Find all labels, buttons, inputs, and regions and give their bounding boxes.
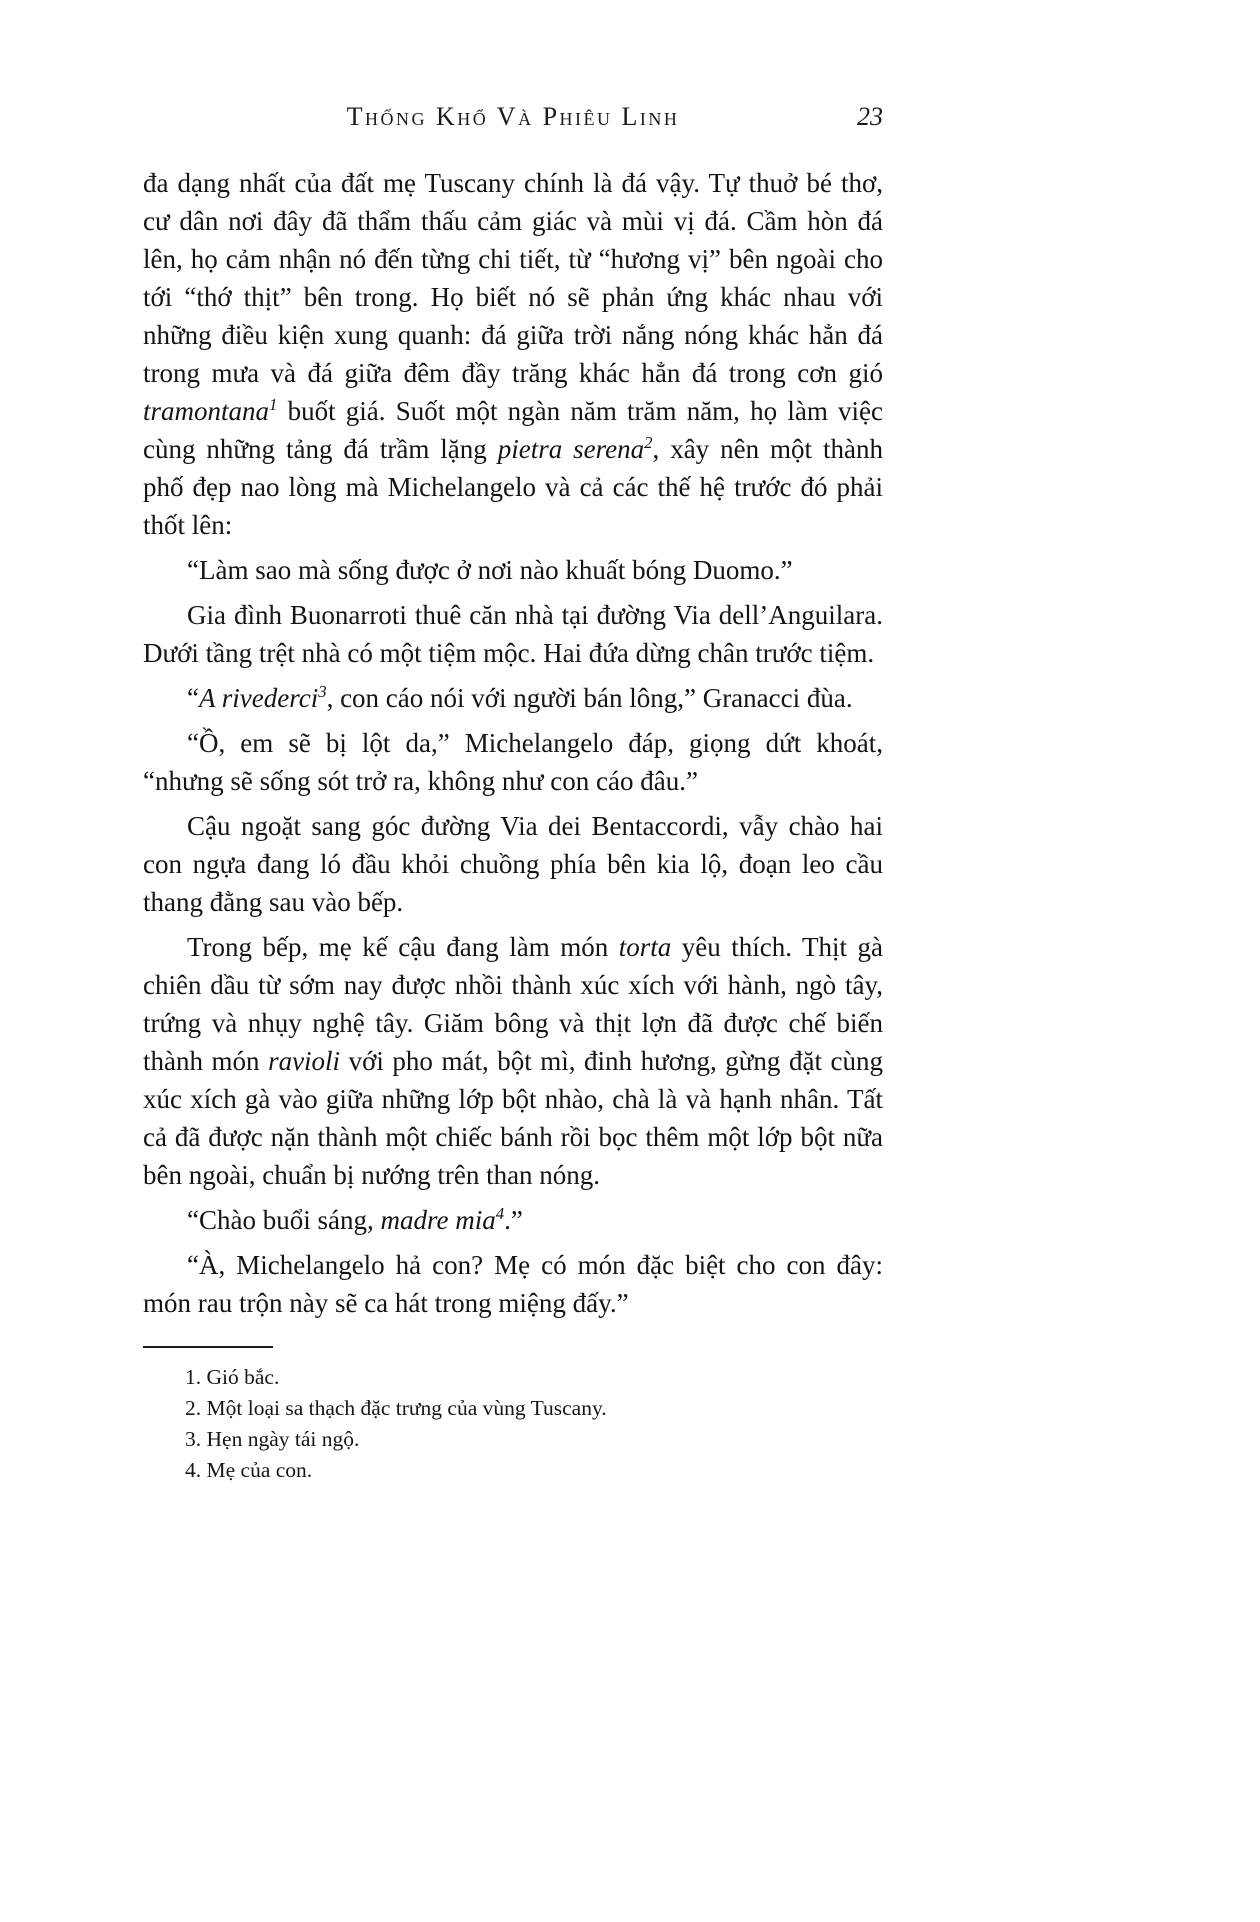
footnote-ref: 2	[644, 433, 653, 452]
footnotes-section	[143, 1346, 883, 1486]
text-run: “	[187, 683, 199, 713]
italic-text: madre mia	[380, 1205, 496, 1235]
running-head	[143, 102, 883, 136]
paragraph	[143, 1201, 883, 1239]
text-run: .”	[504, 1205, 523, 1235]
text-run: buốt giá. Suốt một ngàn năm trăm năm, họ làm việc cùng những tảng đá trầm lặng	[143, 396, 883, 464]
footnote-ref: 1	[269, 395, 278, 414]
footnote-item: 3. Hẹn ngày tái ngộ.	[185, 1427, 360, 1451]
text-run: “Chào buổi sáng,	[187, 1205, 381, 1235]
running-head-title: Thống Khổ Và Phiêu Linh	[346, 102, 680, 131]
paragraph	[143, 724, 883, 800]
paragraph	[143, 164, 883, 544]
text-run: , xây nên một thành phố đẹp nao lòng mà Michelangelo và cả các thế hệ trước đó phải thốt lên:	[143, 434, 883, 540]
footnote-rule	[143, 1346, 273, 1348]
paragraph	[143, 928, 883, 1194]
text-run: “À, Michelangelo hả con? Mẹ có món đặc biệt cho con đây: món rau trộn này sẽ ca hát trong miệng đấy.”	[143, 1250, 883, 1318]
text-run: “Làm sao mà sống được ở nơi nào khuất bóng Duomo.”	[187, 555, 793, 585]
content-column	[143, 0, 883, 1486]
footnote-item: 2. Một loại sa thạch đặc trưng của vùng Tuscany.	[185, 1396, 607, 1420]
text-run: , con cáo nói với người bán lông,” Granacci đùa.	[326, 683, 853, 713]
paragraph	[143, 679, 883, 717]
italic-text: ravioli	[268, 1046, 341, 1076]
paragraph	[143, 1246, 883, 1322]
footnote-ref: 4	[495, 1204, 505, 1223]
paragraph	[143, 807, 883, 921]
paragraph	[143, 596, 883, 672]
italic-text: tramontana	[143, 396, 270, 426]
text-run: với pho mát, bột mì, đinh hương, gừng đặt cùng xúc xích gà vào giữa những lớp bột nhào, chà là và hạnh nhân. Tất cả đã được nặn thành một chiếc bánh rồi bọc thêm một lớp bột nữa bên ngoài, chuẩn bị nướng trên than nóng.	[143, 1046, 883, 1190]
footnote-item: 1. Gió bắc.	[185, 1365, 280, 1389]
text-run: yêu thích. Thịt gà chiên dầu từ sớm nay được nhồi thành xúc xích với hành, ngò tây, trứng và nhụy nghệ tây. Giăm bông và thịt lợn đã được chế biến thành món	[143, 932, 883, 1076]
footnote-ref: 3	[318, 682, 327, 701]
text-run: Gia đình Buonarroti thuê căn nhà tại đường Via dell’Anguilara. Dưới tầng trệt nhà có một tiệm mộc. Hai đứa dừng chân trước tiệm.	[143, 600, 883, 668]
text-run: Cậu ngoặt sang góc đường Via dei Bentaccordi, vẫy chào hai con ngựa đang ló đầu khỏi chuồng phía bên kia lộ, đoạn leo cầu thang đằng sau vào bếp.	[143, 811, 883, 917]
text-run: đa dạng nhất của đất mẹ Tuscany chính là đá vậy. Tự thuở bé thơ, cư dân nơi đây đã thẩm thấu cảm giác và mùi vị đá. Cầm hòn đá lên, họ cảm nhận nó đến từng chi tiết, từ “hương vị” bên ngoài cho tới “thớ thịt” bên trong. Họ biết nó sẽ phản ứng khác nhau với những điều kiện xung quanh: đá giữa trời nắng nóng khác hẳn đá trong mưa và đá giữa đêm đầy trăng khác hẳn đá trong cơn gió	[143, 168, 883, 388]
text-run: Trong bếp, mẹ kế cậu đang làm món	[187, 932, 619, 962]
paragraph	[143, 551, 883, 589]
italic-text: torta	[618, 932, 672, 962]
footnotes-list	[143, 1362, 883, 1486]
italic-text: A rivederci	[198, 683, 319, 713]
page-number: 23	[857, 102, 883, 131]
text-run: “Ồ, em sẽ bị lột da,” Michelangelo đáp, giọng dứt khoát, “nhưng sẽ sống sót trở ra, không như con cáo đâu.”	[143, 728, 883, 796]
body-text	[143, 164, 883, 1322]
italic-text: pietra serena	[497, 434, 645, 464]
footnote-item: 4. Mẹ của con.	[185, 1458, 313, 1482]
